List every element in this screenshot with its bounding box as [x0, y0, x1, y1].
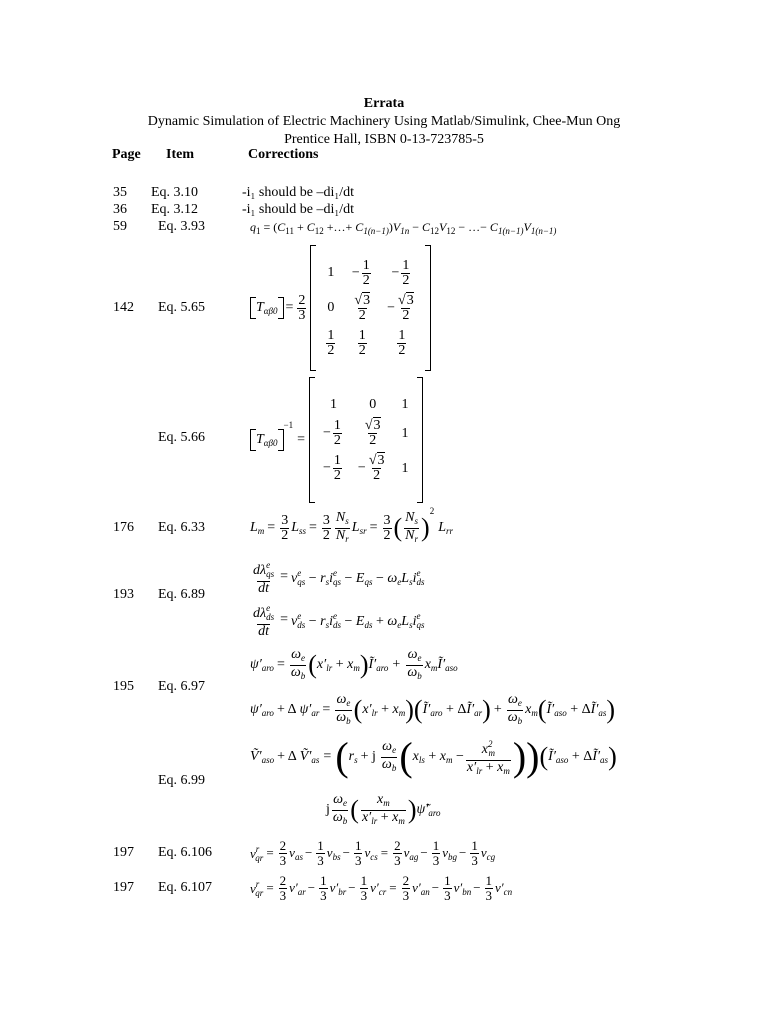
equation-3-93: $q_1 = (C_{11} + C_{12}$ +…+ $C_{1(n-1)})V_{1n} - C_{12}V_{12}$ − …− $C_{1(n-1)}V_{1(n-1)}$	[250, 220, 557, 236]
row-item: Eq. 3.10	[151, 185, 199, 200]
book-title: Dynamic Simulation of Electric Machinery Using Matlab/Simulink, Chee-Mun Ong	[147, 114, 621, 129]
row-item: Eq. 5.66	[158, 430, 206, 445]
row-item: Eq. 6.33	[158, 520, 206, 535]
equation-6-106: $v^r_{qr}$ = $\frac{2}{3}$ $v_{as}$ − $\frac{1}{3}$ $v_{bs}$ − $\frac{1}{3}$ $v_{cs}$ = $\frac{2}{3}$ $v_{ag}$ − $\frac{1}{3}$ $v_{bg}$ − $\frac{1}{3}$ $v_{cg}$	[250, 837, 496, 868]
row-item: Eq. 3.93	[158, 219, 206, 234]
row-item: Eq. 6.106	[158, 845, 213, 860]
row-item: Eq. 3.12	[151, 202, 199, 217]
row-item: Eq. 6.89	[158, 587, 206, 602]
equation-5-65: $T_{\alpha\beta 0}$ = $\frac{2}{3}$ 1 − $\frac{1}{2}$ − $\frac{1}{2}$ 0 $\frac{√3}{2}$ − $\frac{√3}{2}$ $\frac{1}{2}$ $\frac{1}{2}$ $\frac{1}{2}$	[250, 244, 431, 372]
equation-5-66: $T_{\alpha\beta 0}$ $^{-1}$ = 1 0 1 − $\frac{1}{2}$ $\frac{√3}{2}$ 1 − $\frac{1}{2}$ − $\frac{√3}{2}$ 1	[250, 376, 423, 504]
row-item: Eq. 6.107	[158, 880, 213, 895]
errata-title: Errata	[363, 96, 405, 111]
row-page: 193	[113, 587, 134, 602]
row-page: 176	[113, 520, 134, 535]
equation-6-107: $v^r_{qr}$ = $\frac{2}{3}$ $v'_{ar}$ − $\frac{1}{3}$ $v'_{br}$ − $\frac{1}{3}$ $v'_{cr}$ = $\frac{2}{3}$ $v'_{an}$ − $\frac{1}{3}$ $v'_{bn}$ − $\frac{1}{3}$ $v'_{cn}$	[250, 872, 513, 903]
equation-6-99-b: j $\frac{\omega_e}{\omega_b}$ ( $\frac{x_m}{x'_{lr} + x_m}$ ) $\psĩ'_{aro}$	[326, 791, 441, 826]
equation-6-97-b: $\psi'_{aro}$ + Δ $\psi'_{ar}$ = $\frac{\omega_e}{\omega_b}$ ( $x'_{lr} + x_m$ ) ( $Ĩ'_{aro}$ + $\Delta Ĩ'_{ar}$ ) + $\frac{\omega_e}{\omega_b}$ $x_m$ ( $Ĩ'_{aso}$ + $\Delta Ĩ'_{as}$ )	[250, 691, 616, 726]
row-correction: -i₁ should be –di₁/dt	[242, 202, 355, 217]
row-item: Eq. 5.65	[158, 300, 206, 315]
row-page: 36	[113, 202, 127, 217]
row-page: 197	[113, 880, 134, 895]
column-header-corrections: Corrections	[248, 147, 319, 162]
equation-6-33: $L_m$ = $\frac{3}{2}$ $L_{ss}$ = $\frac{3}{2}$ $\frac{N_s}{N_r}$ $L_{sr}$ = $\frac{3}{2}$ ( $\frac{N_s}{N_r}$ ) $^2$ $L_{rr}$	[250, 506, 454, 544]
row-page: 59	[113, 219, 127, 234]
equation-6-99-a: $Ṽ'_{aso}$ + Δ $Ṽ'_{as}$ = ( $r_s$ + j $\frac{\omega_e}{\omega_b}$ ( $x_{ls} + x_m$ − $\frac{x^2_m}{x'_{lr} + x_m}$ ) ) ( $Ĩ'_{aso}$ + $\Delta Ĩ'_{as}$ )	[250, 734, 617, 779]
publisher-isbn: Prentice Hall, ISBN 0-13-723785-5	[284, 132, 484, 147]
row-page: 195	[113, 679, 134, 694]
row-item: Eq. 6.97	[158, 679, 206, 694]
row-item: Eq. 6.99	[158, 773, 206, 788]
column-header-page: Page	[112, 147, 141, 162]
row-page: 142	[113, 300, 134, 315]
row-page: 197	[113, 845, 134, 860]
column-header-item: Item	[166, 147, 194, 162]
equation-6-89-q: $\frac{d\lambda^e_{qs}}{dt}$ = $v^e_{qs} - r_si^e_{qs} - E_{qs} - \omega_eL_si^e_{ds}$	[253, 560, 425, 596]
row-page: 35	[113, 185, 127, 200]
row-correction: -i₁ should be –di₁/dt	[242, 185, 355, 200]
equation-6-97-a: $\psi'_{aro}$ = $\frac{\omega_e}{\omega_b}$ ( $x'_{lr} + x_m$ ) $Ĩ'_{aro}$ + $\frac{\omega_e}{\omega_b}$ $x_mĨ'_{aso}$	[250, 646, 458, 681]
equation-6-89-d: $\frac{d\lambda^e_{ds}}{dt}$ = $v^e_{ds} - r_si^e_{ds} - E_{ds} + \omega_eL_si^e_{qs}$	[253, 603, 425, 639]
